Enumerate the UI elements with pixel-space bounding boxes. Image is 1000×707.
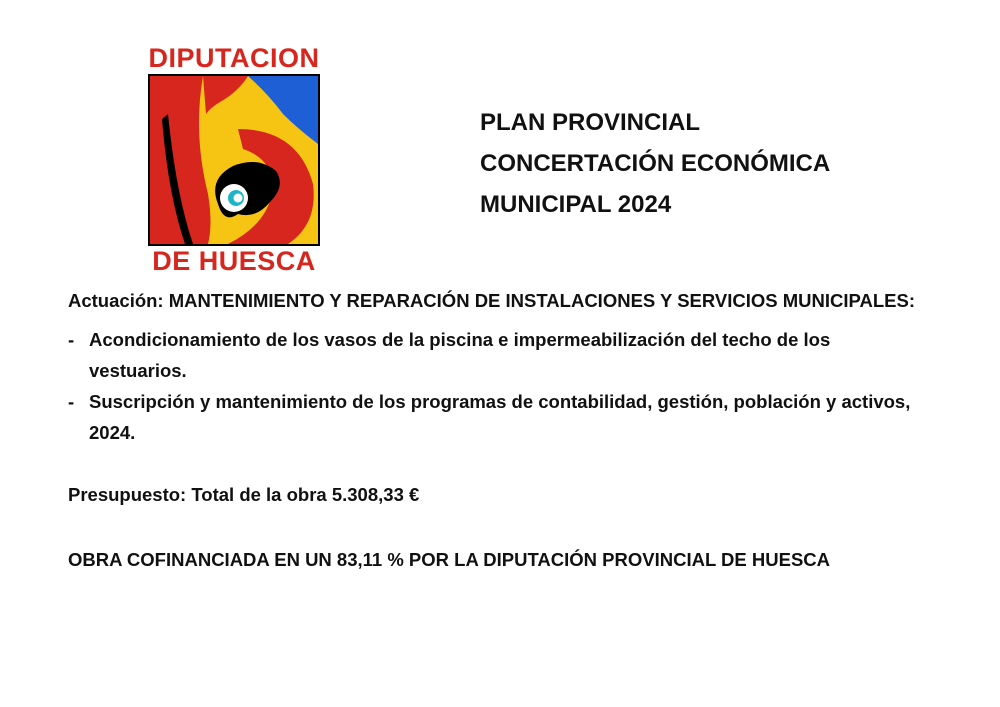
list-item [68, 386, 928, 448]
logo-bottom-text: DE HUESCA [152, 246, 316, 276]
plan-title [480, 102, 830, 225]
logo-top-text: DIPUTACION [148, 43, 320, 73]
list-item-text: Suscripción y mantenimiento de los programas de contabilidad, gestión, población y activos, 2024. [89, 391, 911, 443]
document-body [68, 285, 928, 575]
diputacion-huesca-logo [140, 40, 328, 276]
actions-list [68, 324, 928, 448]
list-dash: - [68, 329, 75, 350]
title-line-3: MUNICIPAL 2024 [480, 191, 672, 218]
list-item [68, 324, 928, 386]
list-dash: - [68, 391, 75, 412]
list-item-text: Acondicionamiento de los vasos de la piscina e impermeabilización del techo de los vestuarios. [89, 329, 831, 381]
emblem-icon [148, 74, 320, 246]
title-line-2: CONCERTACIÓN ECONÓMICA [480, 150, 831, 177]
budget-text: Presupuesto: Total de la obra 5.308,33 € [68, 484, 420, 505]
title-line-1: PLAN PROVINCIAL [480, 109, 701, 136]
cofinanciacion-text: OBRA COFINANCIADA EN UN 83,11 % POR LA DIPUTACIÓN PROVINCIAL DE HUESCA [68, 549, 831, 570]
actuacion-text: Actuación: MANTENIMIENTO Y REPARACIÓN DE INSTALACIONES Y SERVICIOS MUNICIPALES: [68, 290, 915, 311]
